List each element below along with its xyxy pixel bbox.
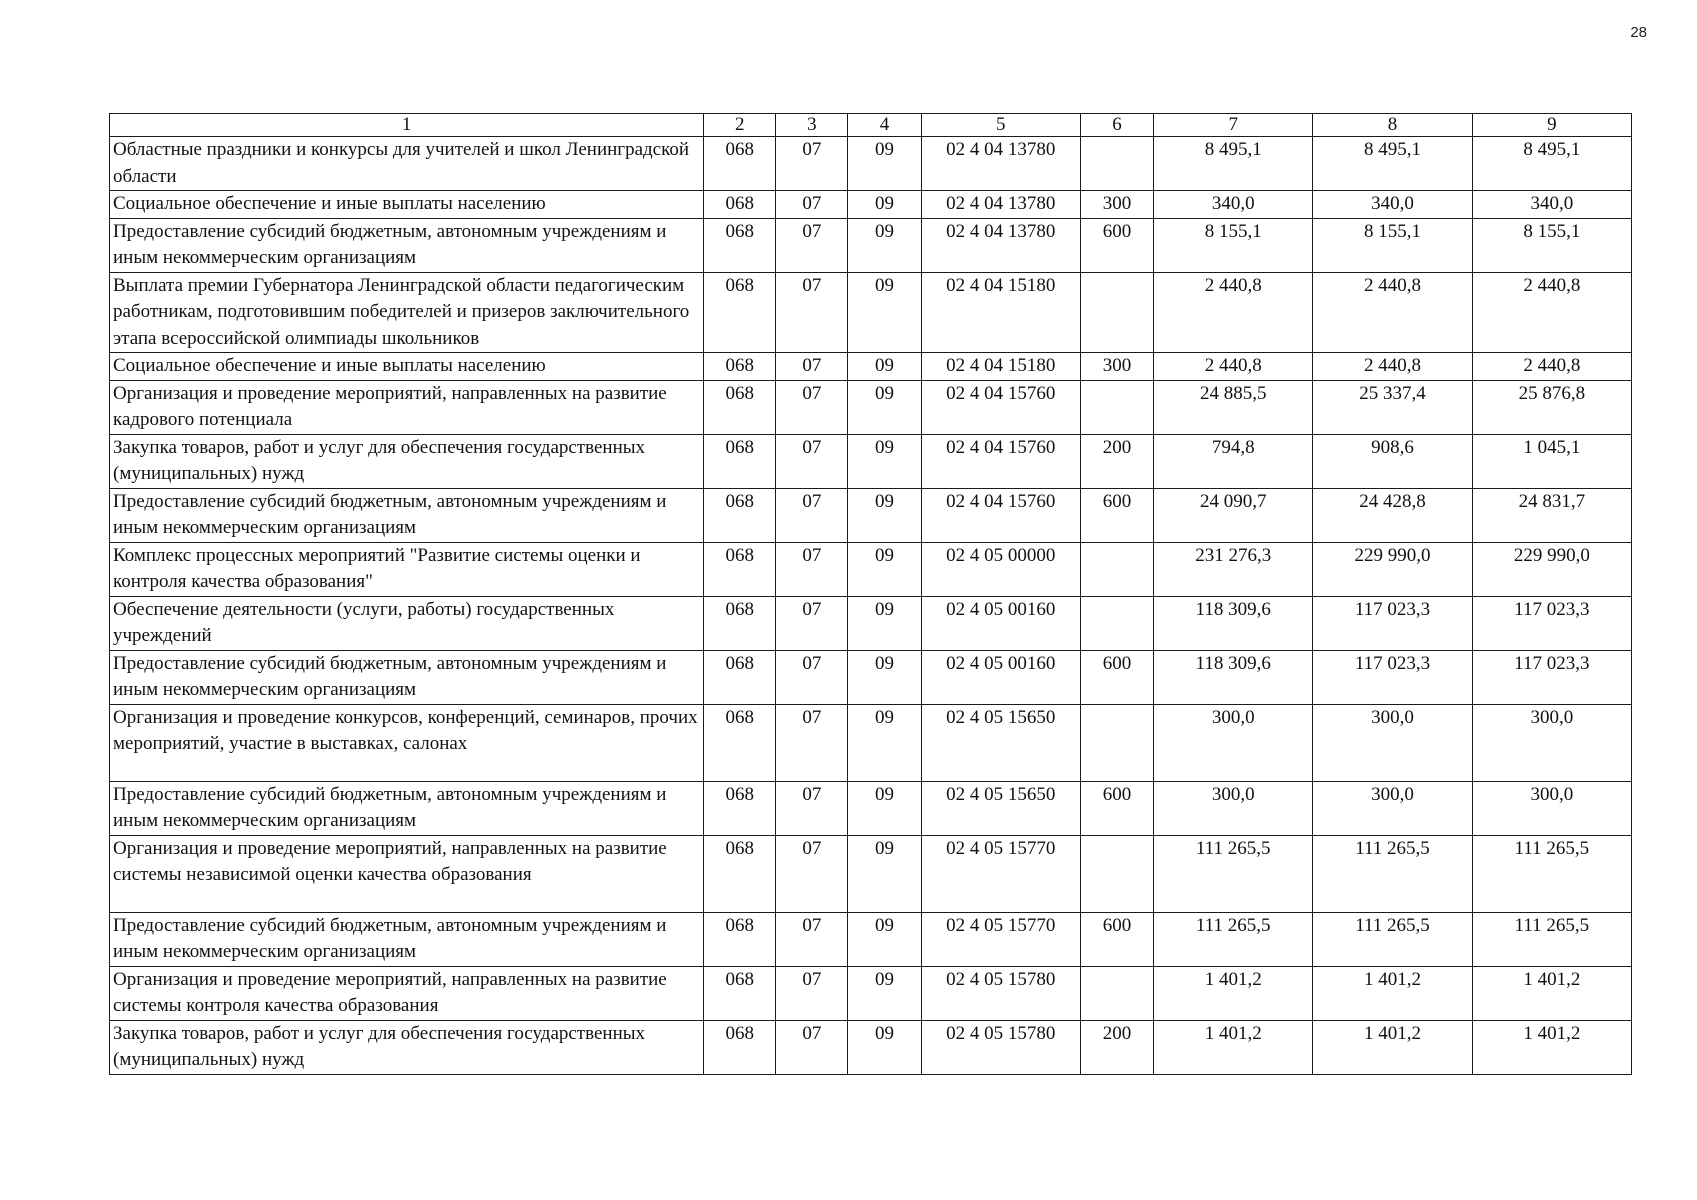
expense-type: 300 xyxy=(1080,191,1153,219)
ministry-code: 068 xyxy=(704,781,776,835)
subsection-code: 09 xyxy=(848,434,921,488)
amount-col-8: 111 265,5 xyxy=(1313,912,1472,966)
subsection-code: 09 xyxy=(848,835,921,912)
section-code: 07 xyxy=(776,488,848,542)
section-code: 07 xyxy=(776,272,848,353)
target-article: 02 4 05 15780 xyxy=(921,1020,1080,1074)
target-article: 02 4 04 15180 xyxy=(921,353,1080,381)
ministry-code: 068 xyxy=(704,488,776,542)
amount-col-9: 111 265,5 xyxy=(1472,912,1631,966)
row-name: Организация и проведение мероприятий, направленных на развитие кадрового потенциала xyxy=(110,380,704,434)
ministry-code: 068 xyxy=(704,272,776,353)
amount-col-9: 229 990,0 xyxy=(1472,542,1631,596)
section-code: 07 xyxy=(776,434,848,488)
section-code: 07 xyxy=(776,191,848,219)
row-name: Закупка товаров, работ и услуг для обеспечения государственных (муниципальных) нужд xyxy=(110,1020,704,1074)
column-header: 5 xyxy=(921,114,1080,137)
target-article: 02 4 05 00160 xyxy=(921,596,1080,650)
column-header: 3 xyxy=(776,114,848,137)
amount-col-8: 111 265,5 xyxy=(1313,835,1472,912)
expense-type: 300 xyxy=(1080,353,1153,381)
amount-col-7: 2 440,8 xyxy=(1154,272,1313,353)
expense-type xyxy=(1080,835,1153,912)
section-code: 07 xyxy=(776,835,848,912)
target-article: 02 4 04 13780 xyxy=(921,218,1080,272)
amount-col-8: 300,0 xyxy=(1313,781,1472,835)
amount-col-9: 111 265,5 xyxy=(1472,835,1631,912)
amount-col-9: 117 023,3 xyxy=(1472,650,1631,704)
ministry-code: 068 xyxy=(704,353,776,381)
subsection-code: 09 xyxy=(848,704,921,781)
row-name: Предоставление субсидий бюджетным, автономным учреждениям и иным некоммерческим организациям xyxy=(110,218,704,272)
amount-col-8: 8 155,1 xyxy=(1313,218,1472,272)
target-article: 02 4 05 15650 xyxy=(921,704,1080,781)
amount-col-8: 1 401,2 xyxy=(1313,1020,1472,1074)
row-name: Областные праздники и конкурсы для учителей и школ Ленинградской области xyxy=(110,137,704,191)
amount-col-8: 117 023,3 xyxy=(1313,596,1472,650)
row-name: Выплата премии Губернатора Ленинградской области педагогическим работникам, подготовившим победителей и призеров заключительного этапа всероссийской олимпиады школьников xyxy=(110,272,704,353)
column-header: 1 xyxy=(110,114,704,137)
ministry-code: 068 xyxy=(704,650,776,704)
ministry-code: 068 xyxy=(704,191,776,219)
table-row xyxy=(110,781,1632,835)
section-code: 07 xyxy=(776,218,848,272)
target-article: 02 4 04 15180 xyxy=(921,272,1080,353)
row-name: Закупка товаров, работ и услуг для обеспечения государственных (муниципальных) нужд xyxy=(110,434,704,488)
subsection-code: 09 xyxy=(848,488,921,542)
row-name: Комплекс процессных мероприятий "Развитие системы оценки и контроля качества образования" xyxy=(110,542,704,596)
amount-col-7: 300,0 xyxy=(1154,781,1313,835)
expense-type: 600 xyxy=(1080,650,1153,704)
column-header: 4 xyxy=(848,114,921,137)
table-row xyxy=(110,218,1632,272)
table-row xyxy=(110,1020,1632,1074)
expense-type xyxy=(1080,272,1153,353)
ministry-code: 068 xyxy=(704,912,776,966)
amount-col-9: 117 023,3 xyxy=(1472,596,1631,650)
amount-col-9: 300,0 xyxy=(1472,781,1631,835)
amount-col-8: 2 440,8 xyxy=(1313,272,1472,353)
amount-col-7: 2 440,8 xyxy=(1154,353,1313,381)
amount-col-7: 24 090,7 xyxy=(1154,488,1313,542)
budget-table xyxy=(109,113,1632,1075)
subsection-code: 09 xyxy=(848,137,921,191)
target-article: 02 4 04 13780 xyxy=(921,137,1080,191)
amount-col-7: 8 155,1 xyxy=(1154,218,1313,272)
table-row xyxy=(110,966,1632,1020)
amount-col-9: 340,0 xyxy=(1472,191,1631,219)
table-row xyxy=(110,380,1632,434)
subsection-code: 09 xyxy=(848,191,921,219)
table-row xyxy=(110,191,1632,219)
table-row xyxy=(110,912,1632,966)
ministry-code: 068 xyxy=(704,137,776,191)
section-code: 07 xyxy=(776,650,848,704)
row-name: Организация и проведение мероприятий, направленных на развитие системы независимой оценки качества образования xyxy=(110,835,704,912)
ministry-code: 068 xyxy=(704,966,776,1020)
amount-col-7: 8 495,1 xyxy=(1154,137,1313,191)
amount-col-7: 1 401,2 xyxy=(1154,966,1313,1020)
amount-col-7: 111 265,5 xyxy=(1154,912,1313,966)
amount-col-9: 1 045,1 xyxy=(1472,434,1631,488)
section-code: 07 xyxy=(776,353,848,381)
amount-col-8: 2 440,8 xyxy=(1313,353,1472,381)
ministry-code: 068 xyxy=(704,596,776,650)
table-row xyxy=(110,137,1632,191)
amount-col-9: 8 495,1 xyxy=(1472,137,1631,191)
expense-type xyxy=(1080,966,1153,1020)
target-article: 02 4 05 15770 xyxy=(921,912,1080,966)
expense-type xyxy=(1080,380,1153,434)
amount-col-7: 340,0 xyxy=(1154,191,1313,219)
table-row xyxy=(110,704,1632,781)
ministry-code: 068 xyxy=(704,380,776,434)
column-header: 8 xyxy=(1313,114,1472,137)
amount-col-8: 908,6 xyxy=(1313,434,1472,488)
row-name: Социальное обеспечение и иные выплаты населению xyxy=(110,353,704,381)
expense-type: 200 xyxy=(1080,1020,1153,1074)
subsection-code: 09 xyxy=(848,966,921,1020)
expense-type: 600 xyxy=(1080,912,1153,966)
table-row xyxy=(110,272,1632,353)
section-code: 07 xyxy=(776,137,848,191)
subsection-code: 09 xyxy=(848,650,921,704)
amount-col-7: 794,8 xyxy=(1154,434,1313,488)
subsection-code: 09 xyxy=(848,542,921,596)
section-code: 07 xyxy=(776,1020,848,1074)
target-article: 02 4 05 15780 xyxy=(921,966,1080,1020)
header-row xyxy=(110,114,1632,137)
target-article: 02 4 04 15760 xyxy=(921,434,1080,488)
subsection-code: 09 xyxy=(848,353,921,381)
amount-col-7: 118 309,6 xyxy=(1154,596,1313,650)
amount-col-7: 231 276,3 xyxy=(1154,542,1313,596)
amount-col-8: 340,0 xyxy=(1313,191,1472,219)
ministry-code: 068 xyxy=(704,835,776,912)
section-code: 07 xyxy=(776,380,848,434)
amount-col-8: 1 401,2 xyxy=(1313,966,1472,1020)
row-name: Обеспечение деятельности (услуги, работы) государственных учреждений xyxy=(110,596,704,650)
subsection-code: 09 xyxy=(848,380,921,434)
amount-col-7: 118 309,6 xyxy=(1154,650,1313,704)
expense-type xyxy=(1080,137,1153,191)
amount-col-8: 300,0 xyxy=(1313,704,1472,781)
amount-col-7: 24 885,5 xyxy=(1154,380,1313,434)
amount-col-8: 229 990,0 xyxy=(1313,542,1472,596)
table-row xyxy=(110,596,1632,650)
ministry-code: 068 xyxy=(704,218,776,272)
row-name: Организация и проведение конкурсов, конференций, семинаров, прочих мероприятий, участие в выставках, салонах xyxy=(110,704,704,781)
expense-type xyxy=(1080,704,1153,781)
amount-col-8: 117 023,3 xyxy=(1313,650,1472,704)
target-article: 02 4 05 00160 xyxy=(921,650,1080,704)
amount-col-9: 2 440,8 xyxy=(1472,353,1631,381)
target-article: 02 4 05 15650 xyxy=(921,781,1080,835)
row-name: Предоставление субсидий бюджетным, автономным учреждениям и иным некоммерческим организациям xyxy=(110,650,704,704)
amount-col-9: 1 401,2 xyxy=(1472,966,1631,1020)
table-row xyxy=(110,353,1632,381)
ministry-code: 068 xyxy=(704,1020,776,1074)
row-name: Предоставление субсидий бюджетным, автономным учреждениям и иным некоммерческим организациям xyxy=(110,488,704,542)
amount-col-8: 24 428,8 xyxy=(1313,488,1472,542)
amount-col-7: 1 401,2 xyxy=(1154,1020,1313,1074)
table-row xyxy=(110,650,1632,704)
amount-col-7: 300,0 xyxy=(1154,704,1313,781)
ministry-code: 068 xyxy=(704,542,776,596)
subsection-code: 09 xyxy=(848,1020,921,1074)
table-row xyxy=(110,542,1632,596)
expense-type xyxy=(1080,542,1153,596)
amount-col-9: 25 876,8 xyxy=(1472,380,1631,434)
subsection-code: 09 xyxy=(848,912,921,966)
target-article: 02 4 04 15760 xyxy=(921,488,1080,542)
row-name: Социальное обеспечение и иные выплаты населению xyxy=(110,191,704,219)
subsection-code: 09 xyxy=(848,218,921,272)
ministry-code: 068 xyxy=(704,704,776,781)
expense-type: 600 xyxy=(1080,781,1153,835)
ministry-code: 068 xyxy=(704,434,776,488)
table-row xyxy=(110,488,1632,542)
section-code: 07 xyxy=(776,966,848,1020)
section-code: 07 xyxy=(776,596,848,650)
section-code: 07 xyxy=(776,704,848,781)
target-article: 02 4 04 15760 xyxy=(921,380,1080,434)
column-header: 2 xyxy=(704,114,776,137)
row-name: Организация и проведение мероприятий, направленных на развитие системы контроля качества образования xyxy=(110,966,704,1020)
subsection-code: 09 xyxy=(848,272,921,353)
target-article: 02 4 04 13780 xyxy=(921,191,1080,219)
amount-col-9: 8 155,1 xyxy=(1472,218,1631,272)
section-code: 07 xyxy=(776,542,848,596)
table-row xyxy=(110,434,1632,488)
table-row xyxy=(110,835,1632,912)
column-header: 6 xyxy=(1080,114,1153,137)
expense-type: 200 xyxy=(1080,434,1153,488)
amount-col-9: 24 831,7 xyxy=(1472,488,1631,542)
amount-col-9: 1 401,2 xyxy=(1472,1020,1631,1074)
amount-col-9: 300,0 xyxy=(1472,704,1631,781)
section-code: 07 xyxy=(776,781,848,835)
amount-col-9: 2 440,8 xyxy=(1472,272,1631,353)
amount-col-8: 25 337,4 xyxy=(1313,380,1472,434)
page-number: 28 xyxy=(1630,24,1647,41)
expense-type xyxy=(1080,596,1153,650)
expense-type: 600 xyxy=(1080,488,1153,542)
subsection-code: 09 xyxy=(848,781,921,835)
subsection-code: 09 xyxy=(848,596,921,650)
amount-col-7: 111 265,5 xyxy=(1154,835,1313,912)
section-code: 07 xyxy=(776,912,848,966)
expense-type: 600 xyxy=(1080,218,1153,272)
target-article: 02 4 05 00000 xyxy=(921,542,1080,596)
row-name: Предоставление субсидий бюджетным, автономным учреждениям и иным некоммерческим организациям xyxy=(110,912,704,966)
column-header: 9 xyxy=(1472,114,1631,137)
column-header: 7 xyxy=(1154,114,1313,137)
target-article: 02 4 05 15770 xyxy=(921,835,1080,912)
row-name: Предоставление субсидий бюджетным, автономным учреждениям и иным некоммерческим организациям xyxy=(110,781,704,835)
amount-col-8: 8 495,1 xyxy=(1313,137,1472,191)
